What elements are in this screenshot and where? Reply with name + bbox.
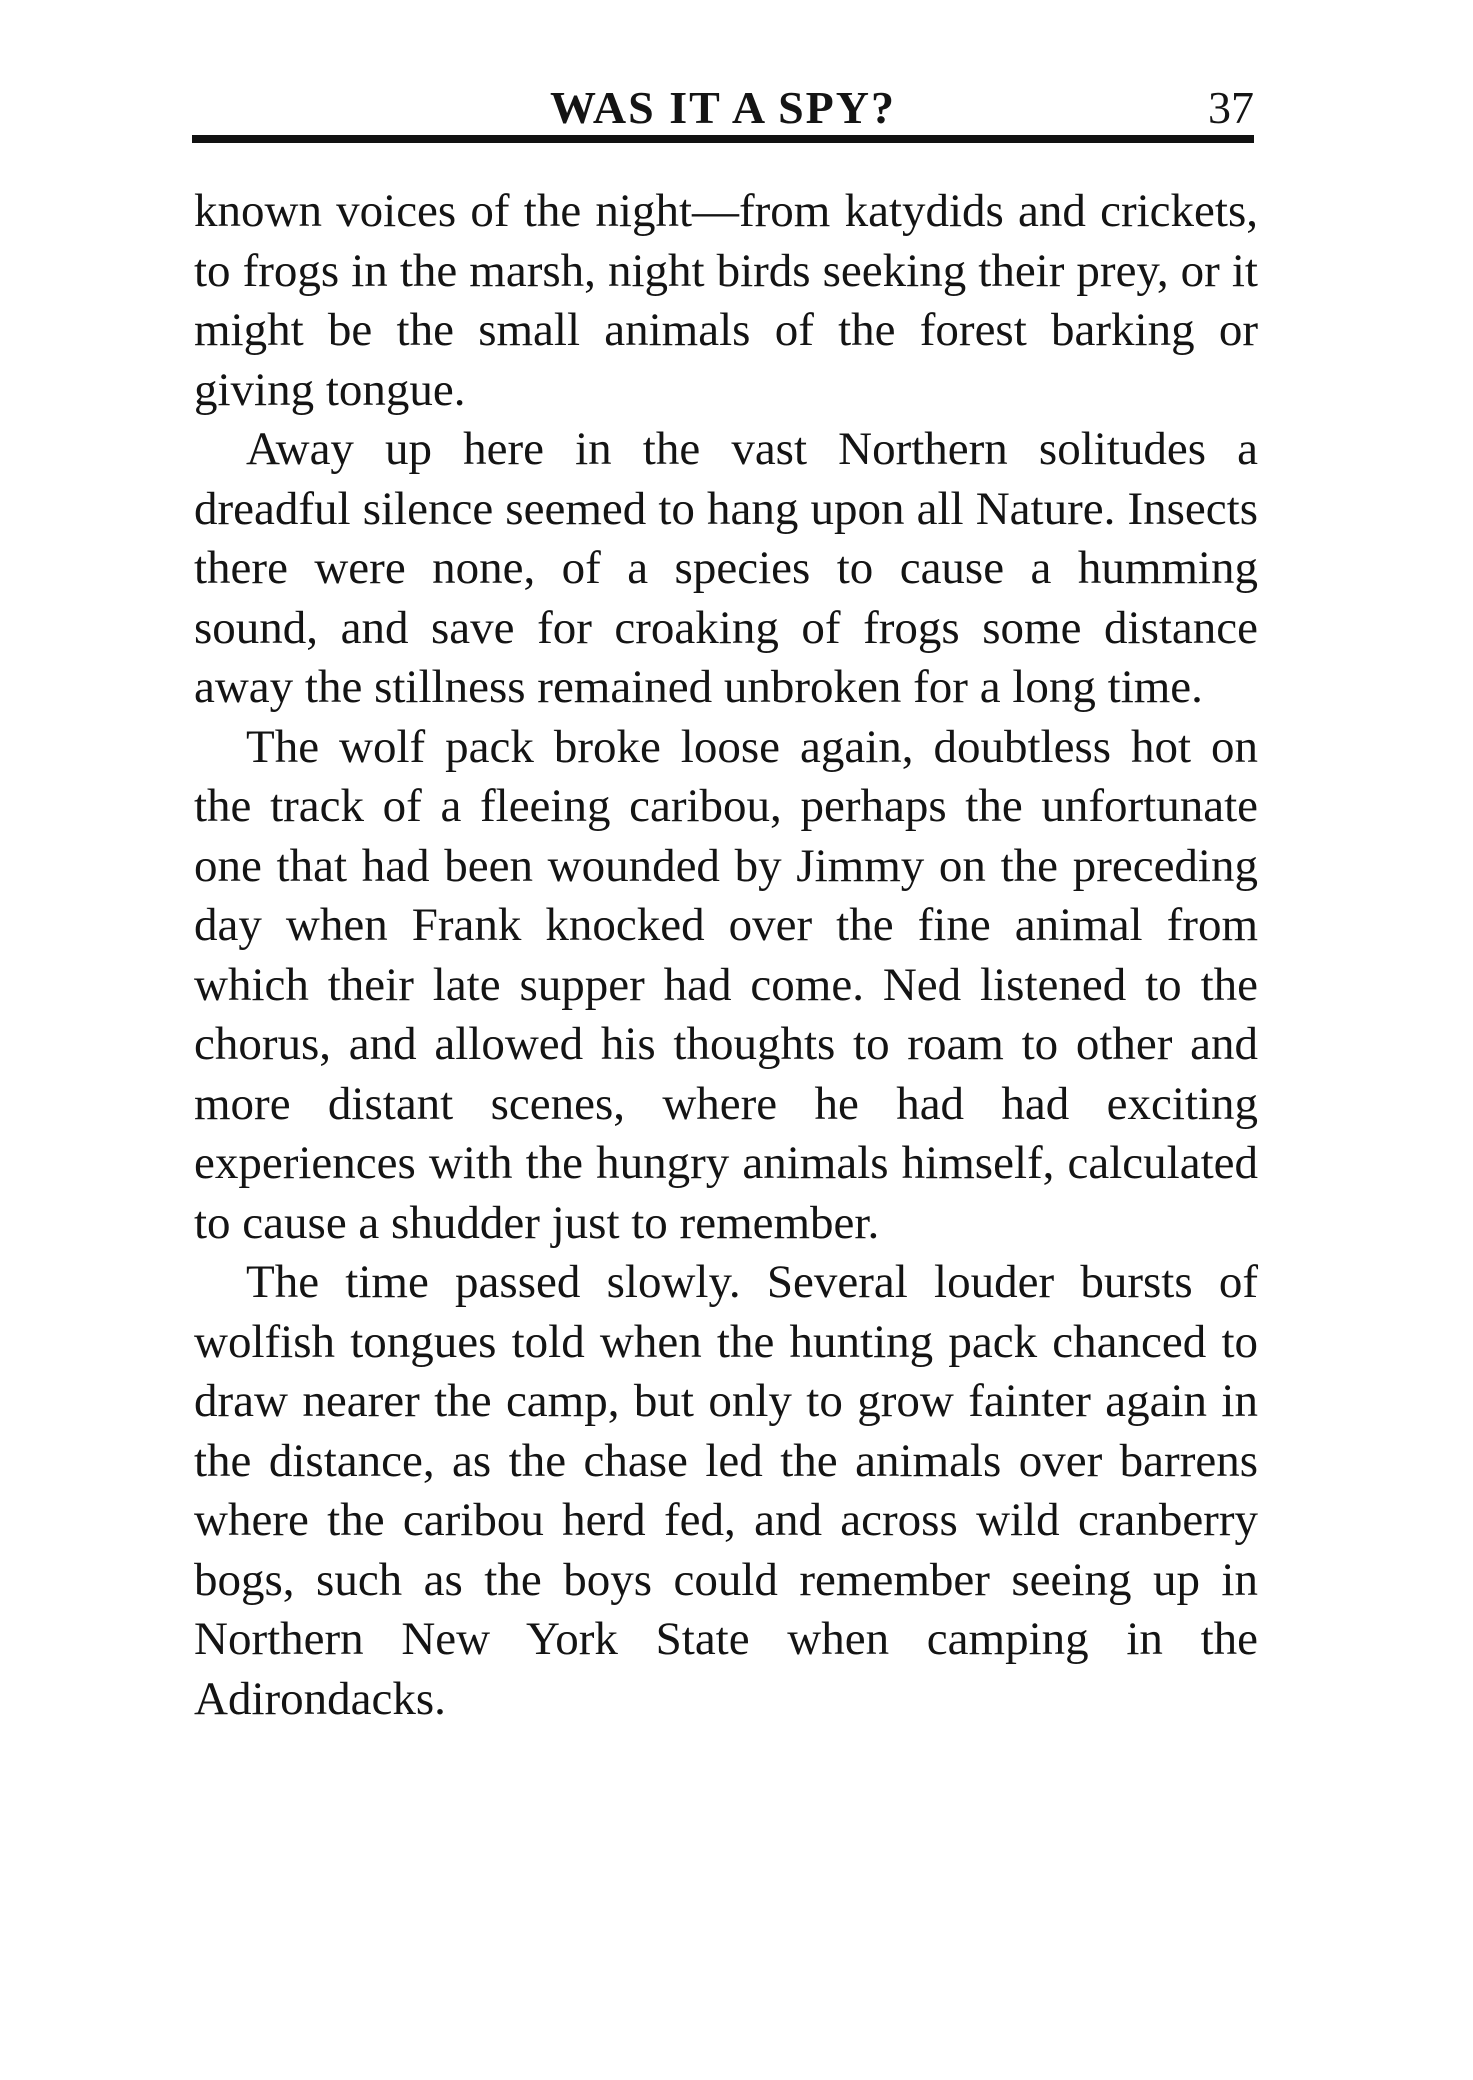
paragraph-2: Away up here in the vast Northern solitudes a dreadful silence seemed to hang upon all Nature. Insects there were none, of a species to cause a humming sound, and save for croaking of frogs some distance away the stillness remained unbroken for a long time. [194, 423, 1258, 713]
running-head [192, 78, 1254, 138]
header-rule [192, 135, 1254, 143]
body-text [194, 182, 1258, 1729]
paragraph-3: The wolf pack broke loose again, doubtless hot on the track of a fleeing caribou, perhaps the unfortunate one that had been wounded by Jimmy on the preceding day when Frank knocked over the fine animal from which their late supper had come. Ned listened to the chorus, and allowed his thoughts to roam to other and more distant scenes, where he had had exciting experiences with the hungry animals himself, calculated to cause a shudder just to remember. [194, 720, 1258, 1249]
paragraph-4: The time passed slowly. Several louder bursts of wolfish tongues told when the hunting pack chanced to draw nearer the camp, but only to grow fainter again in the distance, as the chase led the animals over barrens where the caribou herd fed, and across wild cranberry bogs, such as the boys could remember seeing up in Northern New York State when camping in the Adirondacks. [194, 1256, 1258, 1725]
page-number: 37 [1208, 82, 1254, 133]
running-title: WAS IT A SPY? [549, 82, 896, 133]
paragraph-1: known voices of the night—from katydids and crickets, to frogs in the marsh, night birds seeking their prey, or it might be the small animals of the forest barking or giving tongue. [194, 185, 1258, 416]
